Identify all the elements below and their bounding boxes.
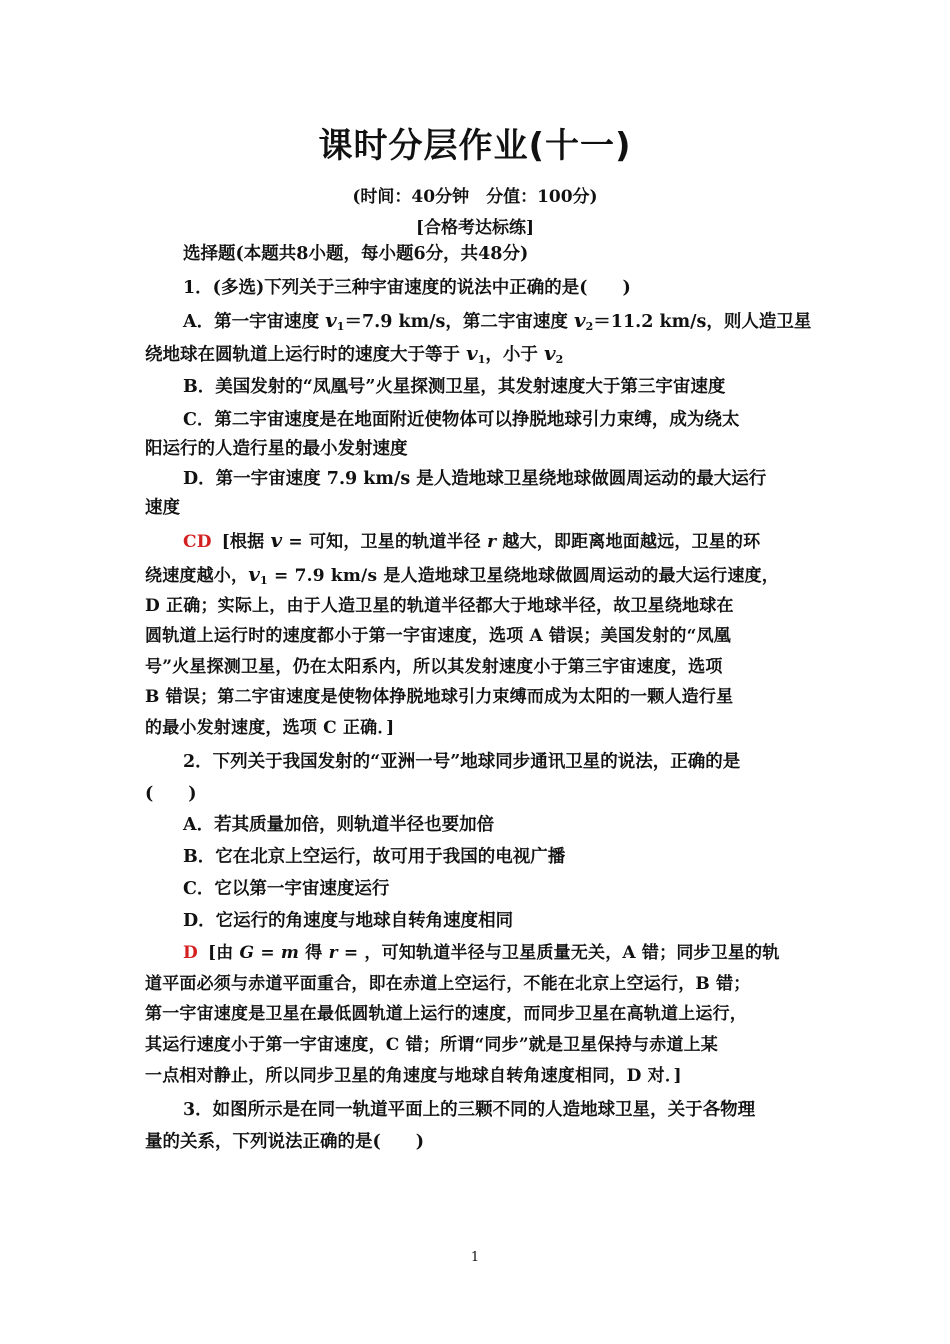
q1-answer: CD [183,532,212,552]
q1-explanation-line4: 圆轨道上运行时的速度都小于第一宇宙速度，选项 A 错误；美国发射的“凤凰 [145,626,732,646]
q1-explanation-line6: B 错误；第二宇宙速度是使物体挣脱地球引力束缚而成为太阳的一颗人造行星 [145,687,734,707]
subscript-1: 1 [477,353,486,366]
page-number: 1 [470,1250,480,1265]
r-symbol: r [487,532,497,552]
q2-explanation-line3: 第一宇宙速度是卫星在最低圆轨道上运行的速度，而同步卫星在高轨道上运行， [145,1004,747,1024]
q3-stem-line1: 3．如图所示是在同一轨道平面上的三颗不同的人造地球卫星，关于各物理 [183,1100,756,1120]
q1-option-d-line1: D．第一宇宙速度 7.9 km/s 是人造地球卫星绕地球做圆周运动的最大运行 [183,469,767,489]
section-intro: 选择题(本题共8小题，每小题6分，共48分) [183,244,529,264]
q1-exp-part: 绕速度越小， [145,566,249,586]
q1-a-part2: ＝7.9 km/s，第二宇宙速度 [344,312,574,332]
q1-a-part1: A．第一宇宙速度 [183,312,326,332]
q2-explanation-line1 [183,939,815,967]
v-symbol: v [466,341,478,365]
v-symbol: v [248,562,261,586]
q2-explanation-line4: 其运行速度小于第一宇宙速度，C 错；所谓“同步”就是卫星保持与赤道上某 [145,1035,719,1055]
q1-explanation-line3: D 正确；实际上，由于人造卫星的轨道半径都大于地球半径，故卫星绕地球在 [145,596,734,616]
q2-exp-part: = ，可知轨道半径与卫星质量无关，A 错；同步卫星的轨 [337,943,780,963]
q1-option-a-line2 [145,339,815,374]
q2-exp-part: = [254,943,281,963]
v-symbol: v [543,341,556,365]
m-symbol: m [280,943,300,963]
q2-option-a: A．若其质量加倍，则轨道半径也要加倍 [183,815,495,835]
subscript-1: 1 [336,320,345,333]
q2-option-d: D．它运行的角速度与地球自转角速度相同 [183,911,514,931]
q2-exp-part: [由 [207,943,240,963]
q2-explanation-line2: 道平面必须与赤道平面重合，即在赤道上空运行，不能在北京上空运行，B 错； [145,974,751,994]
q1-explanation-line1 [183,526,815,556]
v-symbol: v [270,528,283,552]
q2-answer: D [183,943,198,963]
page-title: 课时分层作业(十一) [318,126,632,166]
g-symbol: G [239,943,255,963]
subscript-1: 1 [260,574,268,587]
time-score-info: (时间：40分钟 分值：100分) [352,187,598,207]
subscript-2: 2 [555,353,564,366]
q2-option-b: B．它在北京上空运行，故可用于我国的电视广播 [183,847,566,867]
q1-option-d-line2: 速度 [145,498,180,518]
v-symbol: v [573,308,586,332]
q1-option-a-line1 [183,306,815,341]
subscript-2: 2 [585,320,594,333]
q1-exp-part: 越大，即距离地面越远，卫星的环 [496,532,761,552]
q1-option-b: B．美国发射的“凤凰号”火星探测卫星，其发射速度大于第三宇宙速度 [183,377,726,397]
v-symbol: v [325,308,337,332]
q1-exp-part: = 7.9 km/s 是人造地球卫星绕地球做圆周运动的最大运行速度， [267,566,779,586]
q1-exp-part: = 可知，卫星的轨道半径 [282,532,488,552]
q1-option-c-line2: 阳运行的人造行星的最小发射速度 [145,439,408,459]
q2-explanation-line5: 一点相对静止，所以同步卫星的角速度与地球自转角速度相同，D 对．] [145,1066,682,1086]
q1-option-c-line1: C．第二宇宙速度是在地面附近使物体可以挣脱地球引力束缚，成为绕太 [183,410,740,430]
q1-a-part3: ＝11.2 km/s，则人造卫星 [593,312,812,332]
q1-explanation-line7: 的最小发射速度，选项 C 正确．] [145,718,395,738]
q2-option-c: C．它以第一宇宙速度运行 [183,879,390,899]
q3-stem-line2: 量的关系，下列说法正确的是( ) [145,1132,425,1152]
q2-stem-line2: ( ) [145,784,197,804]
q2-stem-line1: 2．下列关于我国发射的“亚洲一号”地球同步通讯卫星的说法，正确的是 [183,752,741,772]
q1-a-line2-part1: 绕地球在圆轨道上运行时的速度大于等于 [145,345,467,365]
q1-a-line2-part2: ，小于 [485,345,544,365]
q1-explanation-line2 [145,560,815,595]
q1-explanation-line5: 号”火星探测卫星，仍在太阳系内，所以其发射速度小于第三宇宙速度，选项 [145,657,723,677]
r-symbol: r [328,943,338,963]
q1-stem: 1．(多选)下列关于三种宇宙速度的说法中正确的是( ) [183,278,631,298]
section-heading: [合格考达标练] [415,218,535,238]
q2-exp-part: 得 [299,943,329,963]
q1-exp-part: [根据 [221,532,271,552]
